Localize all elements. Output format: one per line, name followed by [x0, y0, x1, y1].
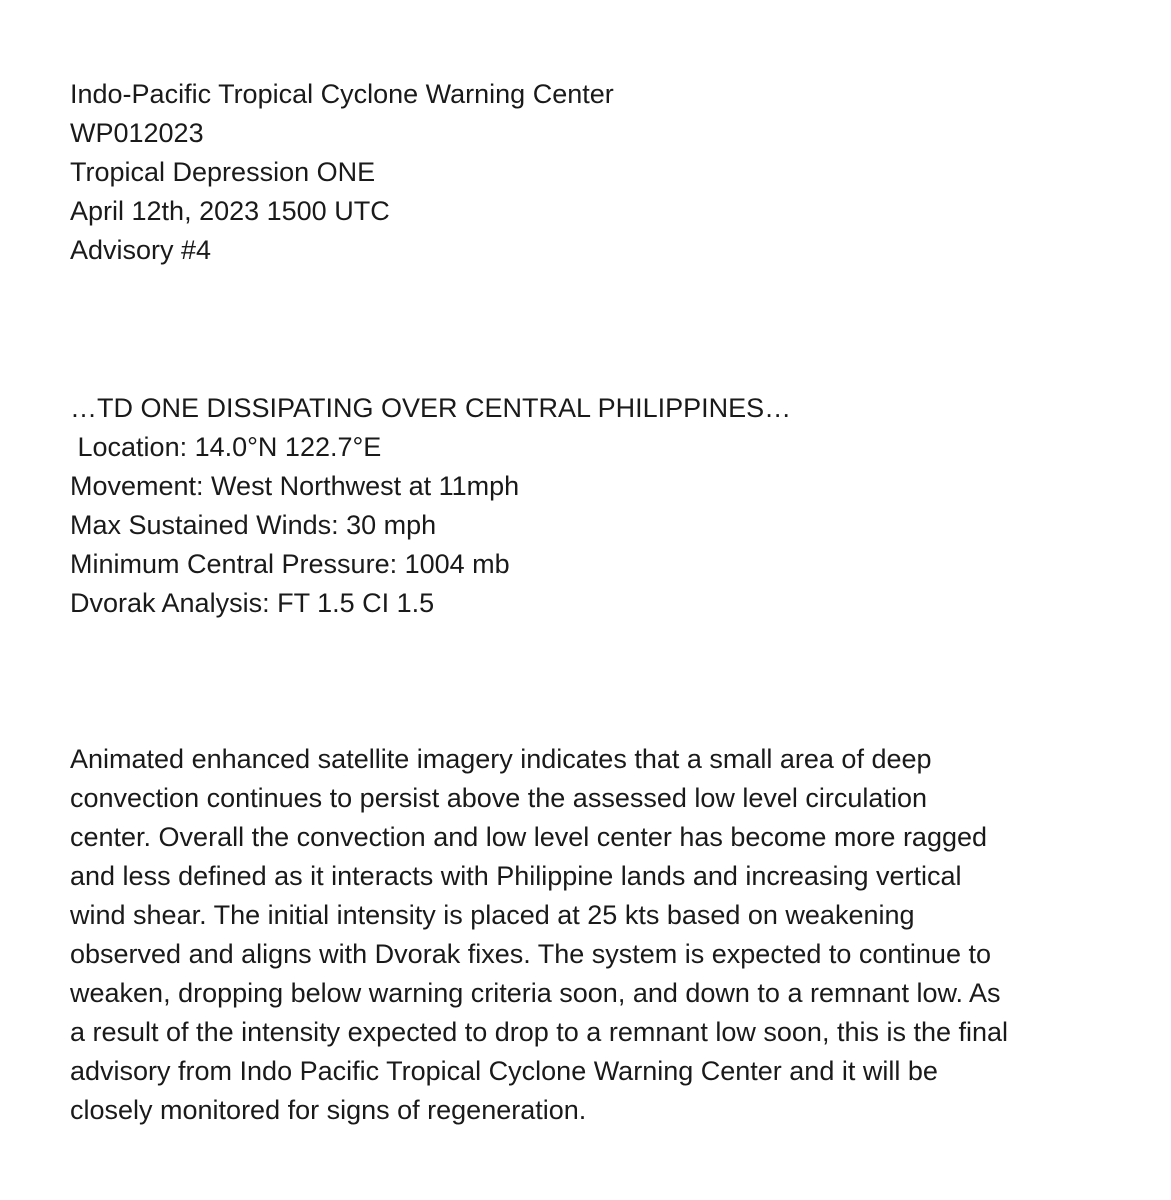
- storm-id: WP012023: [70, 118, 204, 148]
- discussion-line: convection continues to persist above the assessed low level circulation: [70, 783, 927, 813]
- discussion-line: closely monitored for signs of regeneration.: [70, 1095, 587, 1125]
- discussion-line: a result of the intensity expected to drop to a remnant low soon, this is the final: [70, 1017, 1009, 1047]
- discussion-line: advisory from Indo Pacific Tropical Cyclone Warning Center and it will be: [70, 1056, 938, 1086]
- discussion-line: observed and aligns with Dvorak fixes. The system is expected to continue to: [70, 939, 991, 969]
- forecast-discussion: [70, 740, 1130, 1130]
- storm-name: Tropical Depression ONE: [70, 157, 376, 187]
- min-central-pressure: Minimum Central Pressure: 1004 mb: [70, 549, 510, 579]
- advisory-number: Advisory #4: [70, 235, 212, 265]
- storm-location: Location: 14.0°N 122.7°E: [70, 432, 382, 462]
- center-name: Indo-Pacific Tropical Cyclone Warning Center: [70, 79, 614, 109]
- discussion-line: Animated enhanced satellite imagery indicates that a small area of deep: [70, 744, 932, 774]
- max-sustained-winds: Max Sustained Winds: 30 mph: [70, 510, 437, 540]
- discussion-line: center. Overall the convection and low level center has become more ragged: [70, 822, 988, 852]
- storm-summary: [70, 389, 1130, 623]
- summary-headline: …TD ONE DISSIPATING OVER CENTRAL PHILIPPINES…: [70, 393, 792, 423]
- storm-movement: Movement: West Northwest at 11mph: [70, 471, 520, 501]
- discussion-line: weaken, dropping below warning criteria soon, and down to a remnant low. As: [70, 978, 1001, 1008]
- dvorak-analysis: Dvorak Analysis: FT 1.5 CI 1.5: [70, 588, 435, 618]
- advisory-datetime: April 12th, 2023 1500 UTC: [70, 196, 390, 226]
- discussion-line: and less defined as it interacts with Philippine lands and increasing vertical: [70, 861, 962, 891]
- discussion-line: wind shear. The initial intensity is placed at 25 kts based on weakening: [70, 900, 915, 930]
- advisory-header: [70, 75, 1130, 270]
